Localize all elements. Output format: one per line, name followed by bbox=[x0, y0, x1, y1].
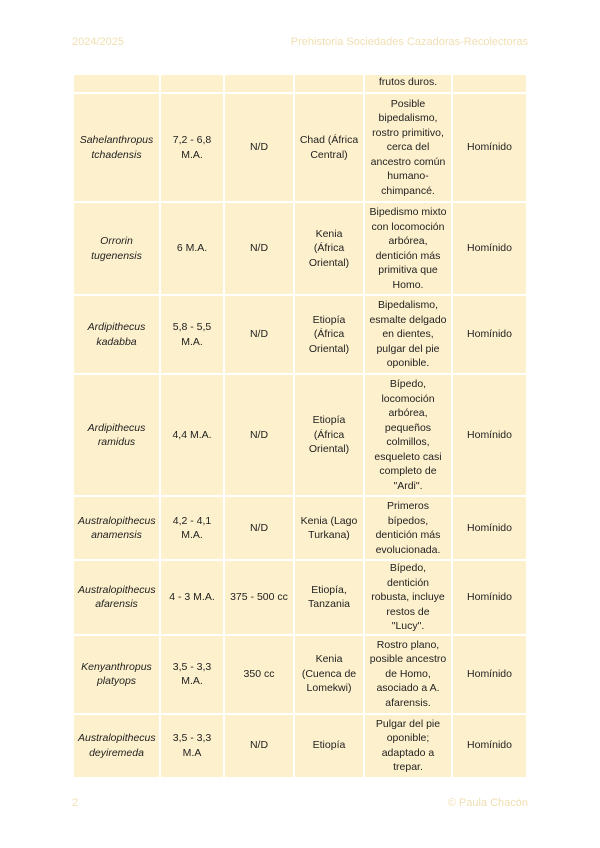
table-row bbox=[74, 296, 526, 373]
species-cell: Sahelanthropus tchadensis bbox=[74, 94, 159, 201]
age-cell: 7,2 - 6,8 M.A. bbox=[161, 94, 223, 201]
age-cell: 3,5 - 3,3 M.A bbox=[161, 715, 223, 777]
page-header bbox=[72, 36, 528, 52]
location-cell: Kenia (Cuenca de Lomekwi) bbox=[295, 636, 363, 713]
location-cell: Etiopía, Tanzania bbox=[295, 561, 363, 634]
group-cell: Homínido bbox=[453, 375, 526, 495]
table-row bbox=[74, 375, 526, 495]
location-cell: Etiopía bbox=[295, 715, 363, 777]
cranial-capacity-cell: N/D bbox=[225, 715, 293, 777]
age-cell: 4,4 M.A. bbox=[161, 375, 223, 495]
age-cell bbox=[161, 75, 223, 92]
page-footer bbox=[72, 797, 528, 813]
location-cell: Kenia (Lago Turkana) bbox=[295, 497, 363, 559]
features-cell: Bipedismo mixto con locomoción arbórea, dentición más primitiva que Homo. bbox=[365, 203, 451, 294]
location-cell: Etiopía (África Oriental) bbox=[295, 375, 363, 495]
group-cell: Homínido bbox=[453, 561, 526, 634]
species-cell: Ardipithecus kadabba bbox=[74, 296, 159, 373]
features-cell: Posible bipedalismo, rostro primitivo, cerca del ancestro común humano-chimpancé. bbox=[365, 94, 451, 201]
cranial-capacity-cell: N/D bbox=[225, 497, 293, 559]
group-cell: Homínido bbox=[453, 203, 526, 294]
location-cell: Kenia (África Oriental) bbox=[295, 203, 363, 294]
species-cell: Australopithecus anamensis bbox=[74, 497, 159, 559]
species-cell: Ardipithecus ramidus bbox=[74, 375, 159, 495]
group-cell bbox=[453, 75, 526, 92]
features-cell: frutos duros. bbox=[365, 75, 451, 92]
location-cell: Chad (África Central) bbox=[295, 94, 363, 201]
age-cell: 4 - 3 M.A. bbox=[161, 561, 223, 634]
table-row bbox=[74, 636, 526, 713]
cranial-capacity-cell: 375 - 500 cc bbox=[225, 561, 293, 634]
species-cell: Kenyanthropus platyops bbox=[74, 636, 159, 713]
group-cell: Homínido bbox=[453, 715, 526, 777]
header-course-title: Prehistoria Sociedades Cazadoras-Recolectoras bbox=[290, 36, 528, 48]
features-cell: Rostro plano, posible ancestro de Homo, asociado a A. afarensis. bbox=[365, 636, 451, 713]
footer-author: © Paula Chacón bbox=[447, 797, 528, 809]
table-row bbox=[74, 561, 526, 634]
features-cell: Bípedo, locomoción arbórea, pequeños colmillos, esqueleto casi completo de "Ardi". bbox=[365, 375, 451, 495]
cranial-capacity-cell bbox=[225, 75, 293, 92]
species-cell: Australopithecus afarensis bbox=[74, 561, 159, 634]
table-row bbox=[74, 203, 526, 294]
page-number: 2 bbox=[72, 797, 79, 809]
group-cell: Homínido bbox=[453, 636, 526, 713]
header-academic-year: 2024/2025 bbox=[72, 36, 124, 48]
features-cell: Pulgar del pie oponible; adaptado a trepar. bbox=[365, 715, 451, 777]
species-cell: Australopithecus deyiremeda bbox=[74, 715, 159, 777]
features-cell: Bipedalismo, esmalte delgado en dientes, pulgar del pie oponible. bbox=[365, 296, 451, 373]
location-cell: Etiopía (África Oriental) bbox=[295, 296, 363, 373]
table-row-continued bbox=[74, 75, 526, 92]
cranial-capacity-cell: N/D bbox=[225, 375, 293, 495]
age-cell: 3,5 - 3,3 M.A. bbox=[161, 636, 223, 713]
group-cell: Homínido bbox=[453, 94, 526, 201]
age-cell: 4,2 - 4,1 M.A. bbox=[161, 497, 223, 559]
table-row bbox=[74, 94, 526, 201]
table-row bbox=[74, 715, 526, 777]
hominin-species-table bbox=[72, 73, 528, 779]
age-cell: 5,8 - 5,5 M.A. bbox=[161, 296, 223, 373]
table-row bbox=[74, 497, 526, 559]
species-cell: Orrorin tugenensis bbox=[74, 203, 159, 294]
cranial-capacity-cell: 350 cc bbox=[225, 636, 293, 713]
group-cell: Homínido bbox=[453, 497, 526, 559]
location-cell bbox=[295, 75, 363, 92]
age-cell: 6 M.A. bbox=[161, 203, 223, 294]
group-cell: Homínido bbox=[453, 296, 526, 373]
cranial-capacity-cell: N/D bbox=[225, 296, 293, 373]
species-cell bbox=[74, 75, 159, 92]
cranial-capacity-cell: N/D bbox=[225, 203, 293, 294]
cranial-capacity-cell: N/D bbox=[225, 94, 293, 201]
features-cell: Primeros bípedos, dentición más evolucionada. bbox=[365, 497, 451, 559]
features-cell: Bípedo, dentición robusta, incluye restos de "Lucy". bbox=[365, 561, 451, 634]
